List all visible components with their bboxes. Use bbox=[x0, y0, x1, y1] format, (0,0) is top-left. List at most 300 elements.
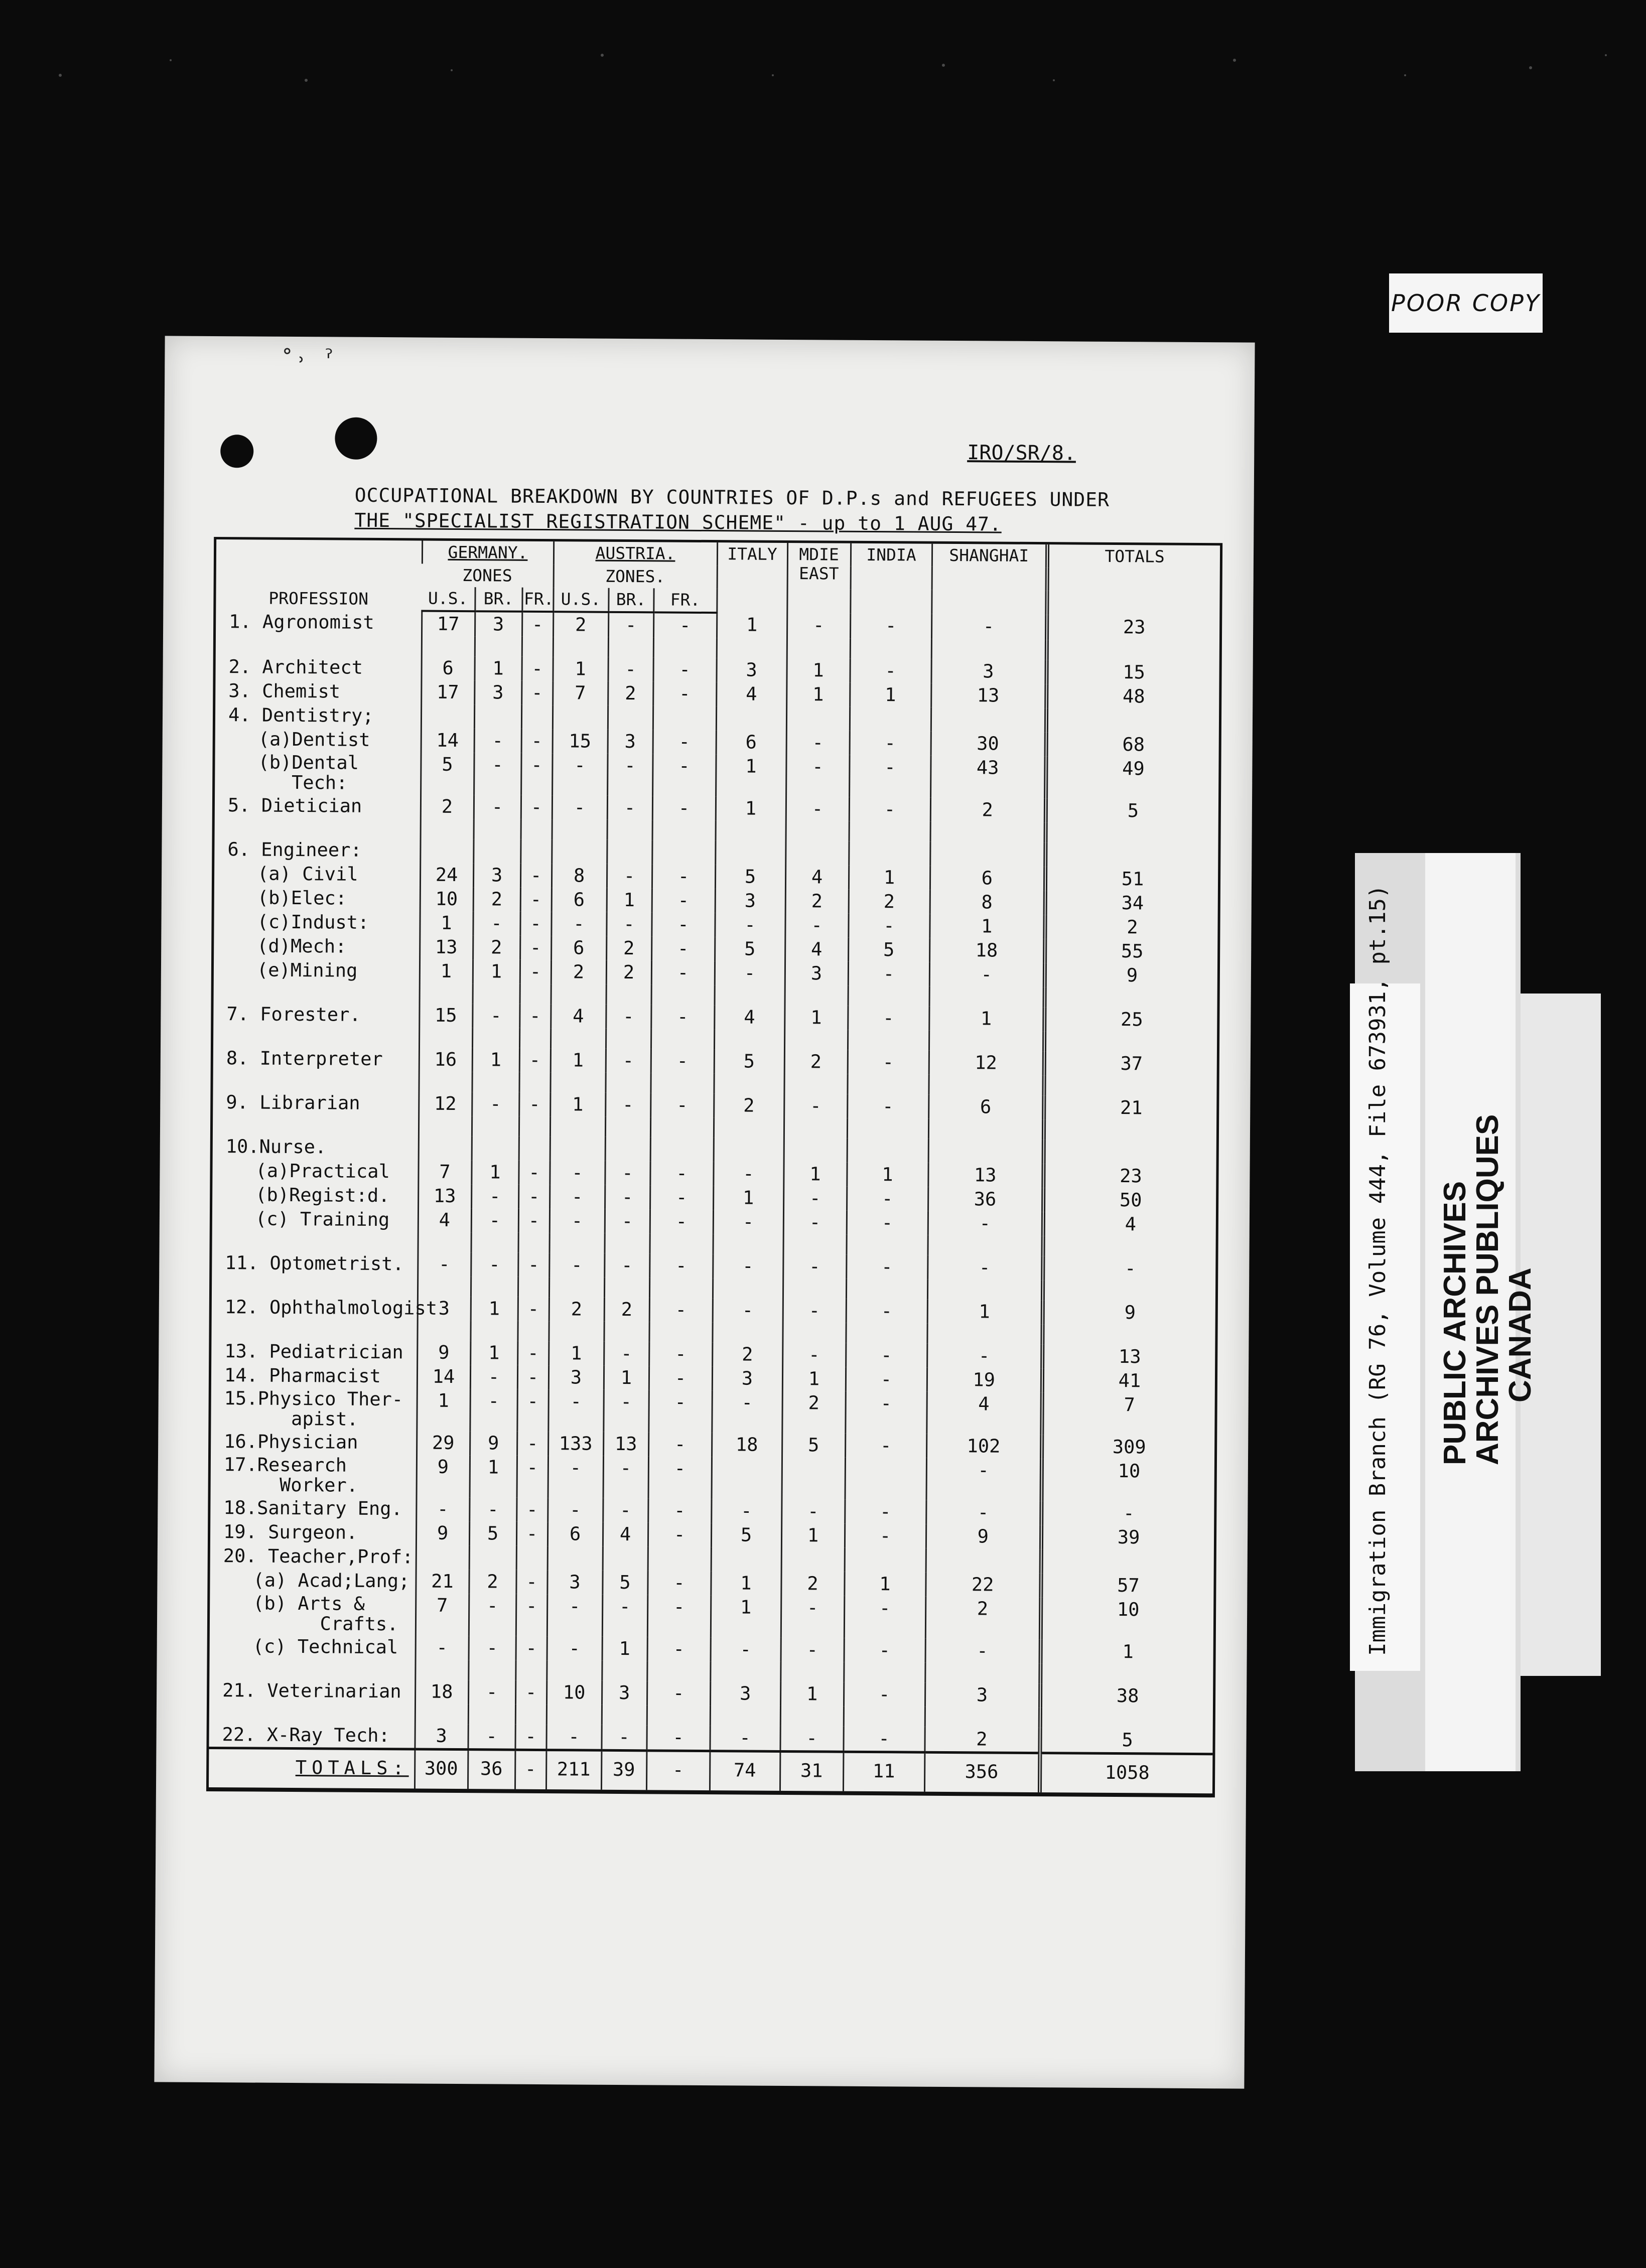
profession-cell: (c) Technical bbox=[252, 1635, 398, 1658]
file-reference-text: Immigration Branch (RG 76, Volume 444, File 673931, pt.15) bbox=[1365, 885, 1391, 1656]
count-cell: - bbox=[550, 1185, 605, 1209]
count-cell: - bbox=[515, 1680, 546, 1705]
count-cell: - bbox=[416, 1635, 469, 1660]
total-cell: 211 bbox=[546, 1750, 601, 1790]
row-total-cell: 49 bbox=[1046, 756, 1219, 799]
count-cell: 7 bbox=[416, 1593, 469, 1636]
count-cell: - bbox=[646, 1725, 710, 1751]
count-cell: - bbox=[712, 1390, 782, 1433]
count-cell: - bbox=[652, 796, 716, 820]
count-cell: 2 bbox=[785, 889, 849, 914]
count-cell: - bbox=[517, 1432, 548, 1456]
count-cell: - bbox=[605, 1209, 650, 1234]
row-total-cell: 13 bbox=[1042, 1344, 1215, 1369]
row-total-cell: 25 bbox=[1044, 1007, 1217, 1032]
spacer-cell bbox=[471, 1232, 518, 1253]
count-cell: - bbox=[653, 612, 717, 638]
spacer-cell bbox=[928, 1119, 1044, 1140]
count-cell: - bbox=[550, 1209, 605, 1233]
count-cell: - bbox=[846, 1343, 927, 1368]
count-cell: 1 bbox=[847, 1163, 928, 1187]
spacer-cell bbox=[844, 1662, 925, 1683]
spacer-cell bbox=[213, 1070, 419, 1092]
count-cell: 4 bbox=[926, 1392, 1042, 1435]
count-cell: - bbox=[606, 1049, 651, 1073]
header-germany-zones: ZONES bbox=[462, 565, 512, 586]
count-cell: 1 bbox=[471, 1297, 518, 1321]
count-cell: - bbox=[850, 614, 931, 639]
count-cell: - bbox=[602, 1595, 648, 1637]
count-cell: 6 bbox=[930, 866, 1045, 891]
count-cell: 5 bbox=[715, 865, 785, 889]
count-cell: - bbox=[416, 1497, 469, 1522]
count-cell: - bbox=[468, 1680, 515, 1705]
spacer-cell bbox=[649, 1322, 712, 1342]
count-cell: - bbox=[471, 1184, 518, 1209]
spacer-cell bbox=[419, 1028, 472, 1048]
film-specks bbox=[0, 0, 1646, 120]
count-cell: - bbox=[469, 1497, 516, 1522]
spacer-cell bbox=[846, 1279, 927, 1300]
document-sheet bbox=[154, 336, 1255, 2088]
spacer-cell bbox=[418, 1232, 471, 1253]
spacer-cell bbox=[470, 1321, 517, 1341]
row-total-cell: 10 bbox=[1041, 1597, 1214, 1640]
count-cell: 4 bbox=[716, 682, 786, 706]
table-row bbox=[211, 1454, 1215, 1502]
spacer-cell bbox=[650, 1233, 713, 1254]
spacer-cell bbox=[1044, 1075, 1216, 1096]
count-cell: - bbox=[516, 1636, 547, 1660]
header-austria-br: BR. bbox=[608, 588, 653, 613]
count-cell: 6 bbox=[547, 1522, 603, 1546]
count-cell: 3 bbox=[474, 680, 521, 705]
count-cell: - bbox=[648, 1390, 712, 1433]
count-cell: - bbox=[518, 1185, 550, 1209]
row-total-cell: 51 bbox=[1045, 867, 1218, 892]
row-total-cell: 23 bbox=[1043, 1164, 1216, 1189]
count-cell: 1 bbox=[604, 1366, 649, 1390]
count-cell: 3 bbox=[475, 611, 522, 637]
count-cell: - bbox=[550, 1161, 605, 1185]
count-cell bbox=[603, 1546, 648, 1571]
count-cell bbox=[931, 707, 1046, 732]
table-row bbox=[211, 1387, 1215, 1436]
spacer-cell bbox=[604, 1278, 649, 1298]
count-cell: 18 bbox=[415, 1679, 468, 1704]
count-cell: - bbox=[606, 1005, 651, 1029]
count-cell: 1 bbox=[929, 1007, 1044, 1031]
spacer-cell bbox=[785, 985, 848, 1006]
count-cell: - bbox=[781, 1638, 844, 1662]
count-cell: 12 bbox=[929, 1051, 1044, 1075]
count-cell: - bbox=[549, 1253, 604, 1278]
count-cell: 14 bbox=[417, 1365, 470, 1389]
profession-cell: 16.Physician bbox=[224, 1431, 358, 1453]
spacer-cell bbox=[649, 1278, 713, 1298]
spacer-cell bbox=[546, 1660, 602, 1681]
count-cell: - bbox=[847, 1187, 928, 1211]
count-cell: 133 bbox=[548, 1432, 603, 1456]
count-cell: - bbox=[782, 1343, 846, 1367]
count-cell: 10 bbox=[546, 1680, 602, 1705]
spacer-cell bbox=[212, 1275, 418, 1297]
count-cell: 3 bbox=[925, 1683, 1040, 1708]
count-cell: - bbox=[471, 1208, 518, 1233]
count-cell: - bbox=[715, 961, 785, 985]
count-cell: 2 bbox=[924, 1727, 1040, 1753]
count-cell bbox=[550, 1137, 605, 1161]
spacer-cell bbox=[782, 1323, 846, 1343]
count-cell: 2 bbox=[473, 887, 520, 912]
count-cell: - bbox=[649, 1342, 712, 1366]
count-cell: - bbox=[711, 1499, 781, 1523]
count-cell: - bbox=[650, 1209, 713, 1234]
header-germany: GERMANY. bbox=[422, 541, 554, 565]
count-cell bbox=[474, 704, 521, 729]
count-cell: 5 bbox=[711, 1523, 781, 1547]
count-cell bbox=[553, 705, 608, 730]
count-cell: - bbox=[844, 1596, 926, 1639]
spacer-cell bbox=[519, 1116, 550, 1137]
count-cell: 18 bbox=[929, 938, 1045, 963]
row-total-cell: 15 bbox=[1046, 660, 1219, 685]
count-cell: - bbox=[468, 1724, 515, 1750]
count-cell: 3 bbox=[418, 1297, 471, 1321]
profession-cell: 3. Chemist bbox=[228, 680, 341, 702]
header-germany-br: BR. bbox=[475, 587, 522, 612]
count-cell: - bbox=[517, 1365, 548, 1389]
count-cell: - bbox=[849, 755, 931, 798]
count-cell: - bbox=[547, 1636, 602, 1661]
spacer-cell bbox=[787, 638, 850, 659]
count-cell: - bbox=[848, 1050, 929, 1075]
spacer-cell bbox=[468, 1704, 515, 1725]
total-cell: 74 bbox=[710, 1751, 780, 1791]
count-cell: - bbox=[652, 888, 715, 913]
spacer-cell bbox=[515, 1705, 546, 1725]
spacer-cell bbox=[647, 1661, 710, 1681]
count-cell: - bbox=[845, 1391, 927, 1434]
spacer-cell bbox=[604, 1322, 649, 1342]
count-cell: - bbox=[927, 1344, 1042, 1368]
count-cell bbox=[652, 840, 715, 865]
spacer-cell bbox=[209, 1658, 415, 1680]
count-cell: 1 bbox=[784, 1006, 848, 1030]
count-cell: - bbox=[786, 797, 849, 821]
count-cell: 1 bbox=[550, 1092, 605, 1117]
count-cell: 3 bbox=[415, 1724, 468, 1749]
row-total-cell: 9 bbox=[1043, 1300, 1215, 1325]
count-cell: - bbox=[780, 1726, 843, 1752]
count-cell: - bbox=[787, 613, 850, 639]
count-cell: 9 bbox=[470, 1431, 517, 1456]
count-cell: - bbox=[647, 1681, 710, 1706]
count-cell: 13 bbox=[931, 683, 1046, 708]
profession-cell: 12. Ophthalmologist bbox=[224, 1296, 438, 1319]
spacer-cell bbox=[927, 1324, 1042, 1344]
spacer-cell bbox=[419, 1072, 472, 1092]
spacer-cell bbox=[517, 1321, 548, 1341]
spacer-cell bbox=[1043, 1280, 1215, 1301]
count-cell bbox=[786, 706, 850, 731]
profession-cell: 5. Dietician bbox=[227, 794, 362, 817]
count-cell: - bbox=[605, 1185, 650, 1210]
count-cell: - bbox=[603, 1498, 648, 1523]
row-total-cell: 55 bbox=[1045, 939, 1217, 964]
count-cell: - bbox=[849, 797, 930, 822]
count-cell bbox=[785, 841, 849, 866]
spacer-cell bbox=[1044, 1119, 1216, 1141]
spacer-cell bbox=[928, 1235, 1043, 1256]
spacer-cell bbox=[783, 1234, 847, 1255]
count-cell: 7 bbox=[553, 681, 608, 705]
spacer-cell bbox=[550, 1116, 605, 1137]
count-cell bbox=[849, 841, 930, 866]
spacer-cell bbox=[848, 1030, 929, 1051]
count-cell: 1 bbox=[474, 656, 521, 681]
count-cell: 3 bbox=[712, 1366, 782, 1391]
spacer-cell bbox=[518, 1277, 549, 1297]
count-cell: - bbox=[925, 1639, 1041, 1663]
count-cell bbox=[648, 1546, 711, 1571]
profession-cell: (d)Mech: bbox=[257, 935, 347, 957]
spacer-cell bbox=[715, 985, 785, 1006]
profession-cell: (a) Acad;Lang; bbox=[253, 1569, 410, 1592]
count-cell: - bbox=[847, 1211, 928, 1235]
count-cell: 6 bbox=[552, 888, 607, 912]
count-cell: 1 bbox=[470, 1341, 517, 1365]
count-cell: - bbox=[606, 912, 651, 937]
row-total-cell: 48 bbox=[1046, 684, 1219, 709]
punch-hole bbox=[335, 417, 377, 460]
count-cell: 1 bbox=[553, 657, 608, 681]
profession-cell: 21. Veterinarian bbox=[222, 1679, 401, 1703]
count-cell: 1 bbox=[472, 1048, 519, 1072]
count-cell: 5 bbox=[602, 1571, 647, 1595]
count-cell: 2 bbox=[714, 1093, 784, 1118]
spacer-cell bbox=[472, 1072, 519, 1092]
count-cell bbox=[472, 1136, 519, 1161]
spacer-cell bbox=[784, 1074, 847, 1094]
spacer-cell bbox=[420, 983, 473, 1004]
spacer-cell bbox=[606, 984, 651, 1005]
count-cell: - bbox=[607, 864, 652, 889]
count-cell bbox=[653, 705, 716, 730]
spacer-cell bbox=[518, 1233, 549, 1253]
count-cell: 1 bbox=[780, 1682, 844, 1707]
count-cell: - bbox=[607, 754, 653, 796]
spacer-cell bbox=[548, 1321, 604, 1342]
count-cell bbox=[782, 1457, 846, 1500]
count-cell: - bbox=[519, 1048, 551, 1072]
row-total-cell: 50 bbox=[1043, 1188, 1216, 1213]
spacer-cell bbox=[606, 1029, 651, 1049]
count-cell: - bbox=[648, 1498, 711, 1523]
poor-copy-label: POOR COPY bbox=[1389, 273, 1543, 333]
spacer-cell bbox=[927, 1280, 1043, 1300]
count-cell: 2 bbox=[925, 1597, 1041, 1639]
row-total-cell: 21 bbox=[1044, 1095, 1216, 1120]
count-cell bbox=[519, 1137, 550, 1161]
row-total-cell bbox=[1044, 1140, 1216, 1165]
row-total-cell: 309 bbox=[1042, 1435, 1214, 1460]
count-cell: - bbox=[517, 1456, 548, 1498]
count-cell: - bbox=[472, 1004, 519, 1028]
spacer-cell bbox=[1040, 1663, 1213, 1684]
spacer-cell bbox=[716, 820, 786, 841]
spacer-cell bbox=[1047, 640, 1219, 661]
count-cell: 2 bbox=[421, 795, 474, 819]
count-cell bbox=[650, 1137, 714, 1162]
count-cell: 2 bbox=[551, 960, 606, 984]
count-cell: 1 bbox=[711, 1595, 781, 1638]
profession-cell: 4. Dentistry; bbox=[228, 704, 374, 727]
spacer-cell bbox=[929, 986, 1045, 1007]
spacer-cell bbox=[421, 819, 474, 839]
profession-cell: 9. Librarian bbox=[226, 1091, 360, 1114]
count-cell: - bbox=[931, 614, 1047, 640]
spacer-cell bbox=[1044, 1031, 1217, 1052]
count-cell: - bbox=[651, 1005, 714, 1029]
count-cell: - bbox=[653, 681, 716, 706]
count-cell: - bbox=[845, 1500, 926, 1524]
spacer-cell bbox=[717, 638, 787, 658]
row-total-cell: - bbox=[1041, 1501, 1214, 1526]
spacer-cell bbox=[419, 1116, 472, 1137]
spacer-cell bbox=[549, 1277, 604, 1298]
count-cell: - bbox=[604, 1253, 649, 1278]
row-total-cell: - bbox=[1043, 1256, 1215, 1281]
spacer-cell bbox=[1040, 1708, 1213, 1729]
handwritten-mark: ˚˒ ˀ bbox=[280, 346, 336, 374]
count-cell: 5 bbox=[848, 938, 929, 962]
header-germany-fr: FR. bbox=[522, 588, 553, 612]
spacer-cell bbox=[651, 1029, 714, 1049]
count-cell: - bbox=[846, 1255, 927, 1280]
spacer-cell bbox=[522, 637, 553, 657]
count-cell: 8 bbox=[930, 890, 1045, 915]
count-cell bbox=[784, 1138, 847, 1163]
title-line-2: THE "SPECIALIST REGISTRATION SCHEME" - up to 1 AUG 47. bbox=[354, 509, 1002, 535]
row-total-cell: 5 bbox=[1040, 1728, 1212, 1754]
spacer-cell bbox=[931, 639, 1047, 660]
count-cell: 1 bbox=[927, 1300, 1043, 1324]
count-cell: 22 bbox=[925, 1573, 1041, 1597]
count-cell: 2 bbox=[469, 1570, 516, 1594]
count-cell: - bbox=[648, 1432, 712, 1457]
total-cell: 39 bbox=[601, 1750, 646, 1790]
count-cell: - bbox=[520, 912, 551, 936]
count-cell: 1 bbox=[713, 1186, 783, 1210]
count-cell: 5 bbox=[469, 1521, 516, 1546]
count-cell: 4 bbox=[418, 1208, 471, 1233]
count-cell: - bbox=[650, 1093, 714, 1117]
spacer-cell bbox=[473, 983, 520, 1004]
count-cell: 5 bbox=[715, 937, 785, 961]
count-cell: 6 bbox=[551, 936, 606, 960]
row-total-cell: 23 bbox=[1047, 615, 1219, 641]
row-total-cell bbox=[1046, 708, 1219, 733]
count-cell: - bbox=[651, 936, 715, 961]
count-cell: - bbox=[520, 888, 552, 912]
spacer-cell bbox=[417, 1321, 470, 1341]
count-cell: - bbox=[850, 659, 931, 683]
count-cell: 1 bbox=[786, 682, 850, 707]
count-cell: - bbox=[785, 913, 848, 938]
spacer-cell bbox=[710, 1706, 780, 1726]
profession-cell: 14. Pharmacist bbox=[224, 1364, 381, 1387]
count-cell: 4 bbox=[603, 1522, 648, 1547]
spacer-cell bbox=[930, 822, 1046, 842]
row-total-cell: 10 bbox=[1042, 1459, 1215, 1502]
count-cell bbox=[469, 1545, 516, 1570]
spacer-cell bbox=[605, 1233, 650, 1254]
count-cell: - bbox=[418, 1252, 471, 1277]
spacer-cell bbox=[418, 1277, 471, 1297]
archives-stamp-line-1: PUBLIC ARCHIVES bbox=[1438, 1181, 1472, 1465]
spacer-cell bbox=[212, 1231, 418, 1252]
count-cell bbox=[712, 1457, 782, 1499]
profession-cell: (c) Training bbox=[255, 1208, 390, 1231]
spacer-cell bbox=[546, 1705, 602, 1725]
count-cell: - bbox=[786, 755, 850, 797]
row-total-cell: 68 bbox=[1046, 732, 1219, 757]
profession-cell: 19. Surgeon. bbox=[223, 1521, 358, 1543]
spacer-cell bbox=[928, 1075, 1044, 1095]
count-cell: 1 bbox=[711, 1571, 781, 1596]
count-cell: - bbox=[845, 1524, 926, 1548]
count-cell: - bbox=[516, 1522, 547, 1546]
count-cell: 6 bbox=[716, 730, 786, 755]
count-cell: 4 bbox=[785, 937, 848, 962]
count-cell: 2 bbox=[781, 1572, 844, 1596]
spacer-cell bbox=[647, 1705, 710, 1726]
spacer-cell bbox=[847, 1118, 928, 1139]
count-cell: 3 bbox=[473, 863, 520, 888]
row-total-cell: 9 bbox=[1045, 963, 1217, 988]
count-cell: - bbox=[608, 657, 653, 682]
count-cell: - bbox=[520, 864, 552, 888]
count-cell: - bbox=[548, 1456, 604, 1498]
count-cell bbox=[421, 704, 474, 729]
profession-cell: 18.Sanitary Eng. bbox=[223, 1497, 402, 1520]
spacer-cell bbox=[714, 1117, 784, 1138]
count-cell: - bbox=[711, 1637, 781, 1662]
count-cell bbox=[416, 1545, 469, 1570]
count-cell: 1 bbox=[844, 1572, 925, 1597]
count-cell: 15 bbox=[553, 729, 608, 754]
count-cell: 21 bbox=[416, 1569, 469, 1594]
count-cell: 2 bbox=[930, 798, 1046, 822]
count-cell: - bbox=[605, 1093, 650, 1117]
count-cell: - bbox=[607, 796, 652, 820]
count-cell: 12 bbox=[419, 1092, 472, 1116]
count-cell: 2 bbox=[606, 960, 651, 985]
count-cell: - bbox=[547, 1498, 603, 1522]
count-cell: - bbox=[517, 1389, 548, 1432]
spacer-cell bbox=[925, 1663, 1040, 1683]
count-cell: - bbox=[472, 1092, 519, 1116]
spacer-cell bbox=[713, 1234, 783, 1254]
spacer-cell bbox=[650, 1117, 714, 1138]
count-cell: - bbox=[519, 1092, 550, 1116]
count-cell bbox=[845, 1548, 926, 1573]
profession-cell: (b)Elec: bbox=[257, 887, 347, 909]
spacer-cell bbox=[650, 1073, 714, 1093]
row-total-cell: 4 bbox=[1043, 1212, 1216, 1237]
count-cell: - bbox=[713, 1210, 783, 1234]
